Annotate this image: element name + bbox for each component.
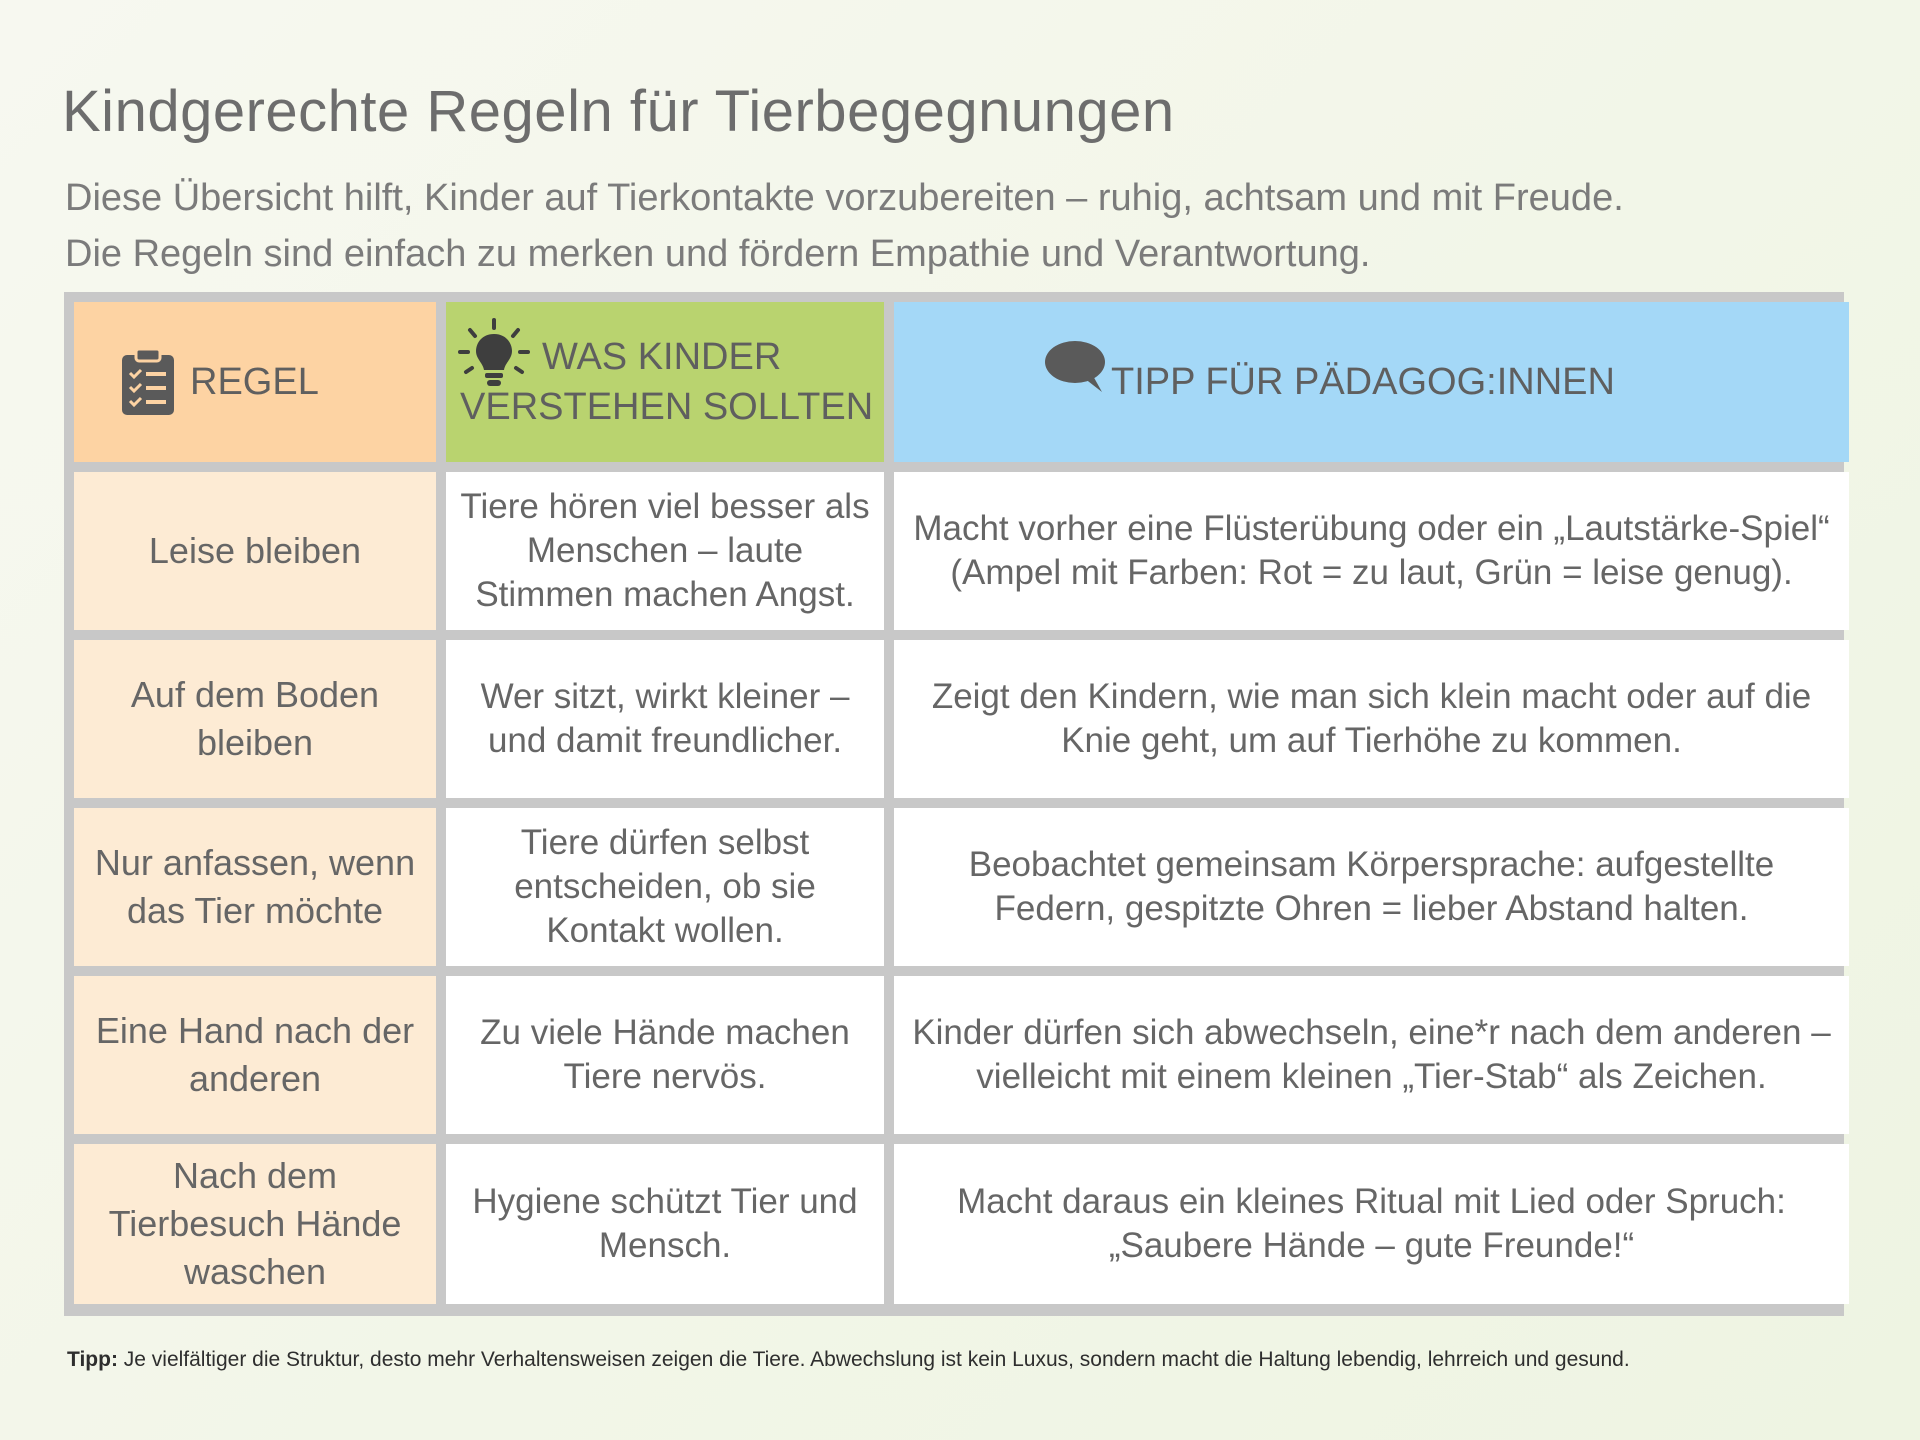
- rule-cell: Nur anfassen, wenn das Tier möchte: [74, 808, 436, 966]
- tip-cell: Beobachtet gemeinsam Körpersprache: aufgestellte Federn, gespitzte Ohren = lieber Abstand halten.: [894, 808, 1849, 966]
- understand-cell: Tiere dürfen selbst entscheiden, ob sie Kontakt wollen.: [446, 808, 884, 966]
- header-rule: [74, 302, 436, 462]
- clipboard-checklist-icon: [120, 347, 176, 417]
- speech-bubble-icon: [1044, 340, 1106, 394]
- understand-cell: Hygiene schützt Tier und Mensch.: [446, 1144, 884, 1304]
- rule-cell: Nach dem Tierbesuch Hände waschen: [74, 1144, 436, 1304]
- tip-cell: Zeigt den Kindern, wie man sich klein macht oder auf die Knie geht, um auf Tierhöhe zu kommen.: [894, 640, 1849, 798]
- tip-cell: Macht vorher eine Flüsterübung oder ein „Lautstärke-Spiel“ (Ampel mit Farben: Rot = zu laut, Grün = leise genug).: [894, 472, 1849, 630]
- tip-cell: Kinder dürfen sich abwechseln, eine*r nach dem anderen – vielleicht mit einem kleinen „Tier-Stab“ als Zeichen.: [894, 976, 1849, 1134]
- lightbulb-icon: [456, 318, 532, 394]
- rule-cell: Eine Hand nach der anderen: [74, 976, 436, 1134]
- footer-tip: [67, 1348, 1630, 1372]
- understand-cell: Zu viele Hände machen Tiere nervös.: [446, 976, 884, 1134]
- footer-tip-text: Je vielfältiger die Struktur, desto mehr Verhaltensweisen zeigen die Tiere. Abwechslung ist kein Luxus, sondern macht die Haltung lebendig, lehrreich und gesund.: [117, 1348, 1630, 1371]
- understand-cell: Tiere hören viel besser als Menschen – laute Stimmen machen Angst.: [446, 472, 884, 630]
- header-tip: [894, 302, 1849, 462]
- header-understand-label-1: WAS KINDER: [542, 336, 782, 378]
- rule-cell: Auf dem Boden bleiben: [74, 640, 436, 798]
- intro-text: [65, 170, 1875, 282]
- intro-line: Diese Übersicht hilft, Kinder auf Tierkontakte vorzubereiten – ruhig, achtsam und mit Freude.: [65, 177, 1624, 219]
- tip-cell: Macht daraus ein kleines Ritual mit Lied oder Spruch: „Saubere Hände – gute Freunde!“: [894, 1144, 1849, 1304]
- footer-tip-label: Tipp:: [67, 1348, 118, 1371]
- header-rule-label: REGEL: [190, 361, 319, 403]
- rules-table: [64, 292, 1844, 1316]
- rule-cell: Leise bleiben: [74, 472, 436, 630]
- understand-cell: Wer sitzt, wirkt kleiner – und damit freundlicher.: [446, 640, 884, 798]
- header-tip-label: TIPP FÜR PÄDAGOG:INNEN: [1111, 361, 1615, 403]
- page-title: Kindgerechte Regeln für Tierbegegnungen: [62, 79, 1175, 144]
- intro-line: Die Regeln sind einfach zu merken und fördern Empathie und Verantwortung.: [65, 233, 1371, 275]
- header-understand: [446, 302, 884, 462]
- header-understand-label-2: VERSTEHEN SOLLTEN: [460, 386, 874, 428]
